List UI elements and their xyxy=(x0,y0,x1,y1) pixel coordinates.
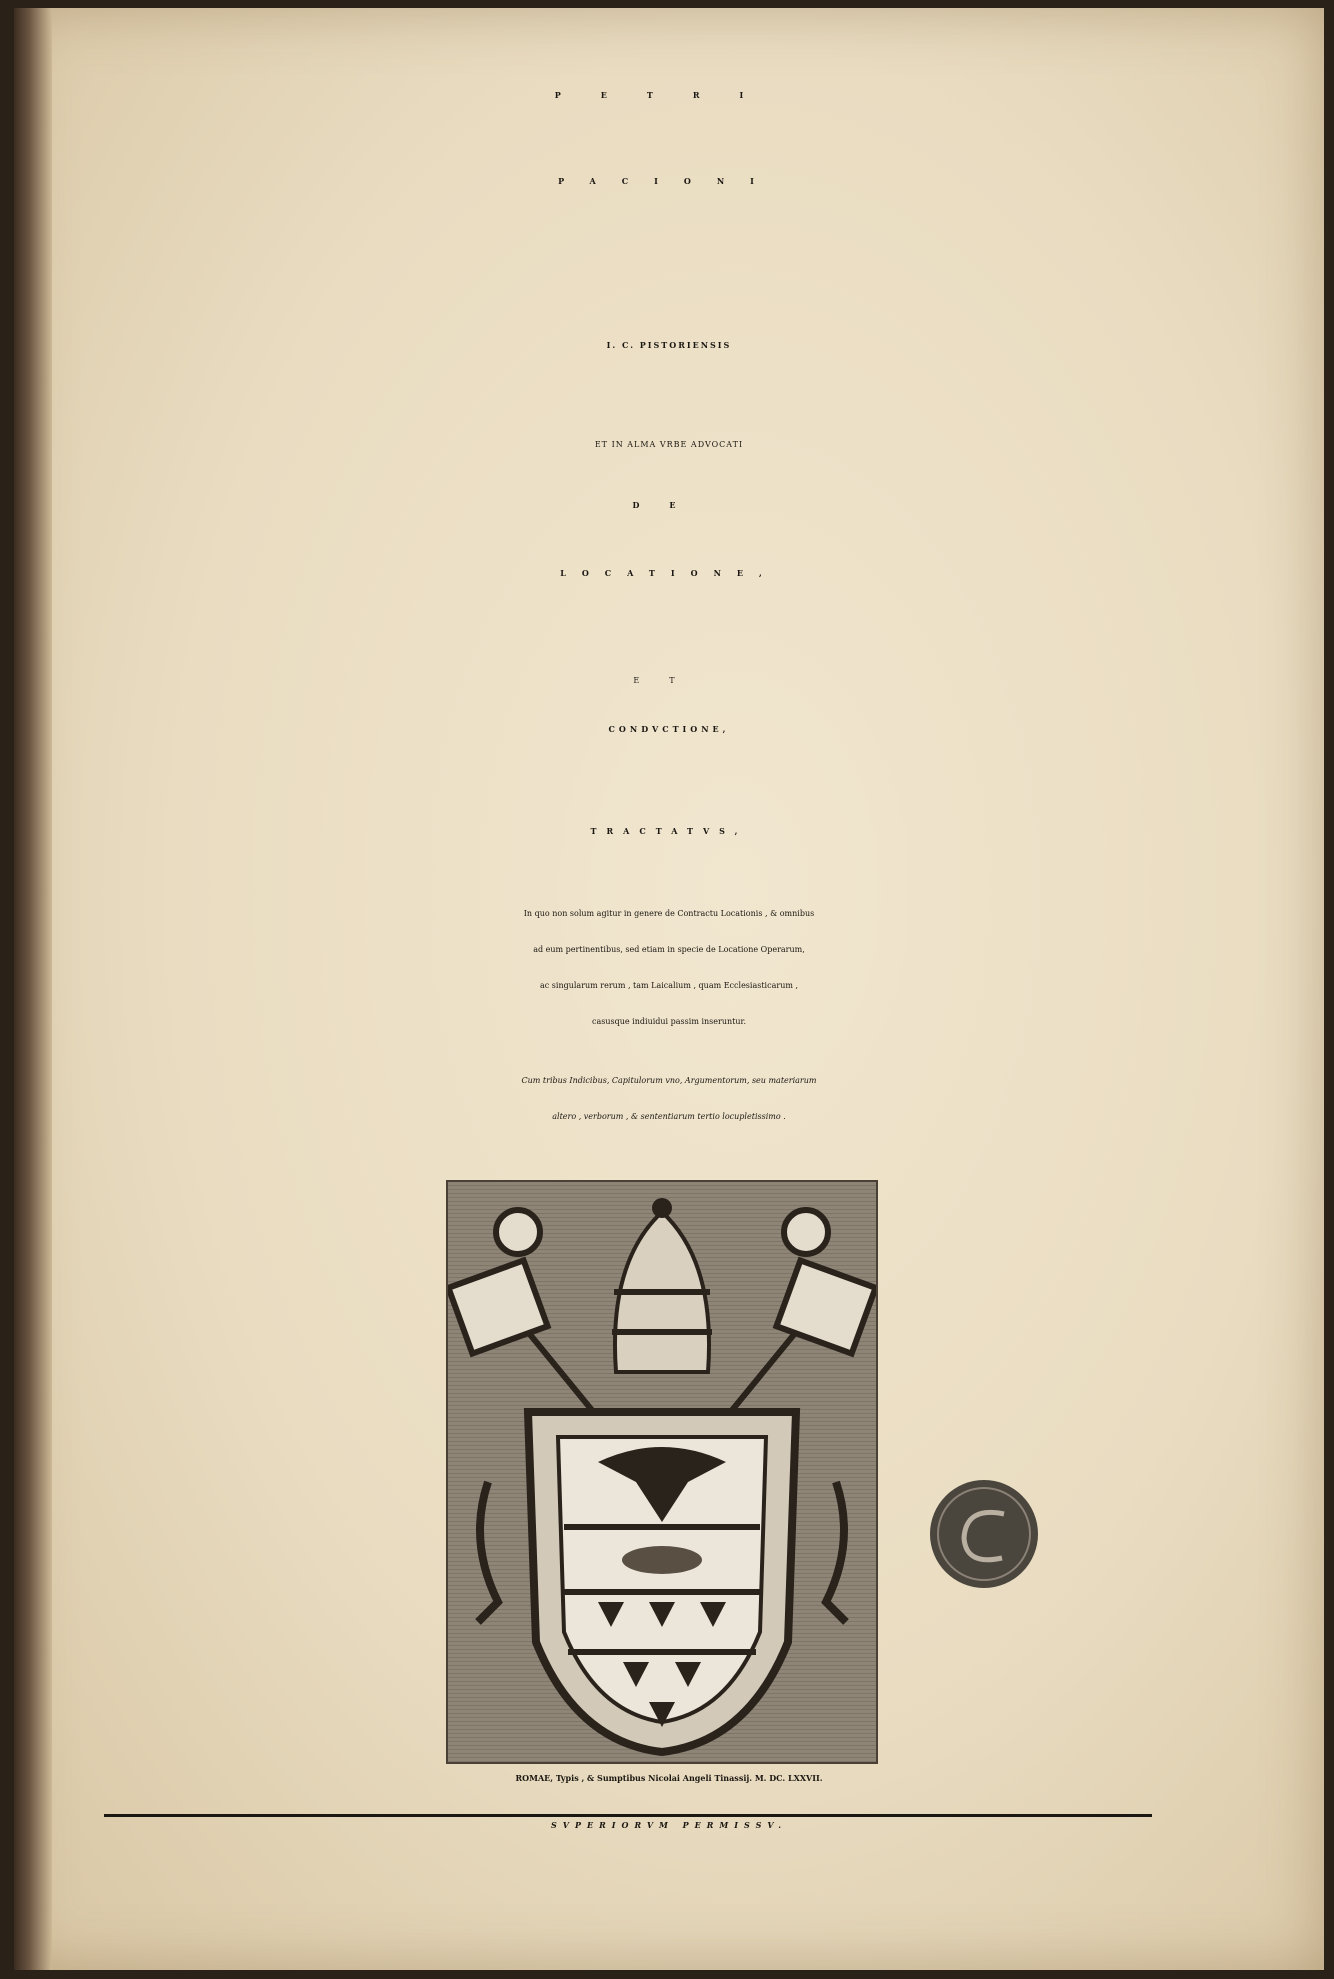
author-title: I. C. PISTORIENSIS xyxy=(606,340,732,350)
author-surname: PACIONI xyxy=(558,176,780,186)
description-line: ad eum pertinentibus, sed etiam in specie de Locatione Operarum, xyxy=(533,945,805,954)
title-de: DE xyxy=(632,500,706,510)
title-conductione: CONDVCTIONE, xyxy=(608,724,730,734)
title-tractatus: TRACTATVS, xyxy=(590,826,748,836)
imprint-line: ROMAE, Typis , & Sumptibus Nicolai Angeli Tinassij. M. DC. LXXVII. xyxy=(515,1773,823,1783)
permission-line: SVPERIORVM PERMISSV. xyxy=(551,1820,787,1830)
stamp-seal-icon xyxy=(926,1476,1042,1592)
indices-line: Cum tribus Indicibus, Capitulorum vno, Argumentorum, seu materiarum xyxy=(521,1076,817,1085)
library-stamp xyxy=(926,1476,1042,1592)
title-et: ET xyxy=(633,676,705,685)
indices-line: altero , verborum , & sententiarum tertio locupletissimo . xyxy=(552,1112,786,1121)
coat-of-arms-icon xyxy=(448,1182,876,1762)
description-line: casusque indiuidui passim inseruntur. xyxy=(592,1017,746,1026)
author-role: ET IN ALMA VRBE ADVOCATI xyxy=(594,440,744,449)
description-line: In quo non solum agitur in genere de Contractu Locationis , & omnibus xyxy=(523,909,815,918)
title-locatione: LOCATIONE, xyxy=(560,568,778,578)
description-line: ac singularum rerum , tam Laicalium , quam Ecclesiasticarum , xyxy=(539,981,799,990)
papal-coat-of-arms-engraving xyxy=(446,1180,878,1764)
divider-rule xyxy=(104,1814,1152,1817)
title-page xyxy=(14,8,1324,1970)
author-first-name: PETRI xyxy=(554,90,784,100)
